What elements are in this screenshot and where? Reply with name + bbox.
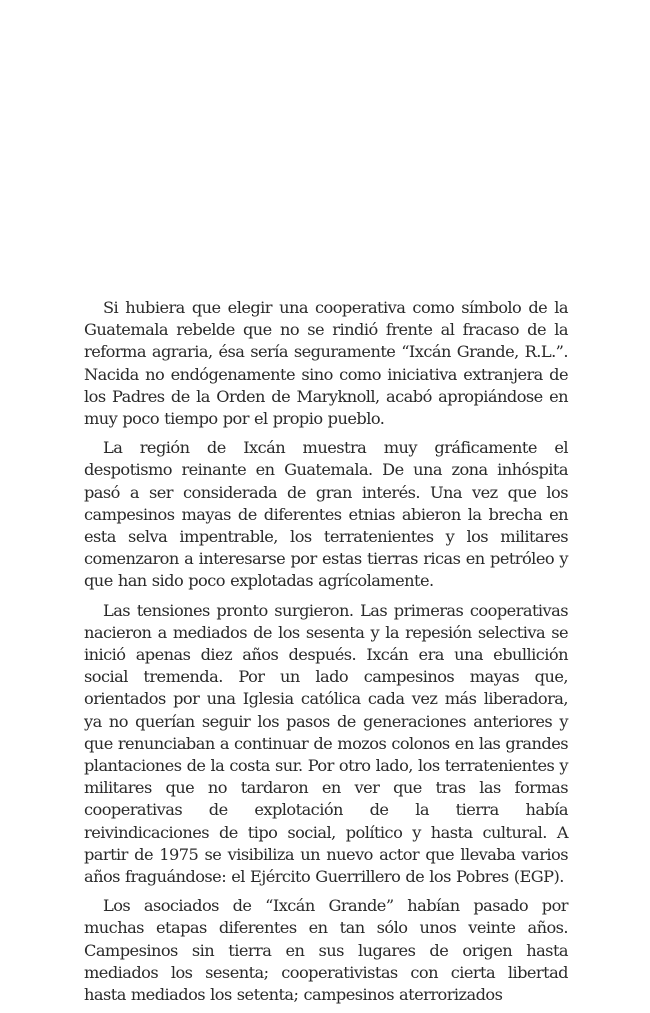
paragraph-2: La región de Ixcán muestra muy gráficamente el despotismo reinante en Guatemala. De una zona inhóspita pasó a ser considerada de gran interés. Una vez que los campesinos mayas de diferentes etnias abieron la brecha en esta selva impentrable, los terratenientes y los militares comenzaron a interesarse por estas tierras ricas en petróleo y que han sido poco explotadas agrícolamente.	[84, 438, 568, 591]
body-text	[84, 297, 568, 1013]
paragraph-1: Si hubiera que elegir una cooperativa como símbolo de la Guatemala rebelde que no se rindió frente al fracaso de la reforma agraria, ésa sería seguramente “Ixcán Grande, R.L.”. Nacida no endógenamente sino como iniciativa extranjera de los Padres de la Orden de Maryknoll, acabó apropiándose en muy poco tiempo por el propio pueblo.	[84, 298, 568, 429]
paragraph-3: Las tensiones pronto surgieron. Las primeras cooperativas nacieron a mediados de los sesenta y la repesión selectiva se inició apenas diez años después. Ixcán era una ebullición social tremenda. Por un lado campesinos mayas que, orientados por una Iglesia católica cada vez más liberadora, ya no querían seguir los pasos de generaciones anteriores y que renunciaban a continuar de mozos colonos en las grandes plantaciones de la costa sur. Por otro lado, los terratenientes y militares que no tardaron en ver que tras las formas cooperativas de explotación de la tierra había reivindicaciones de tipo social, político y hasta cultural. A partir de 1975 se visibiliza un nuevo actor que llevaba varios años fraguándose: el Ejército Guerrillero de los Pobres (EGP).	[84, 600, 568, 887]
paragraph-4: Los asociados de “Ixcán Grande” habían pasado por muchas etapas diferentes en tan sólo unos veinte años. Campesinos sin tierra en sus lugares de origen hasta mediados los sesenta; cooperativistas con cierta libertad hasta mediados los setenta; campesinos aterrorizados	[84, 896, 568, 1005]
